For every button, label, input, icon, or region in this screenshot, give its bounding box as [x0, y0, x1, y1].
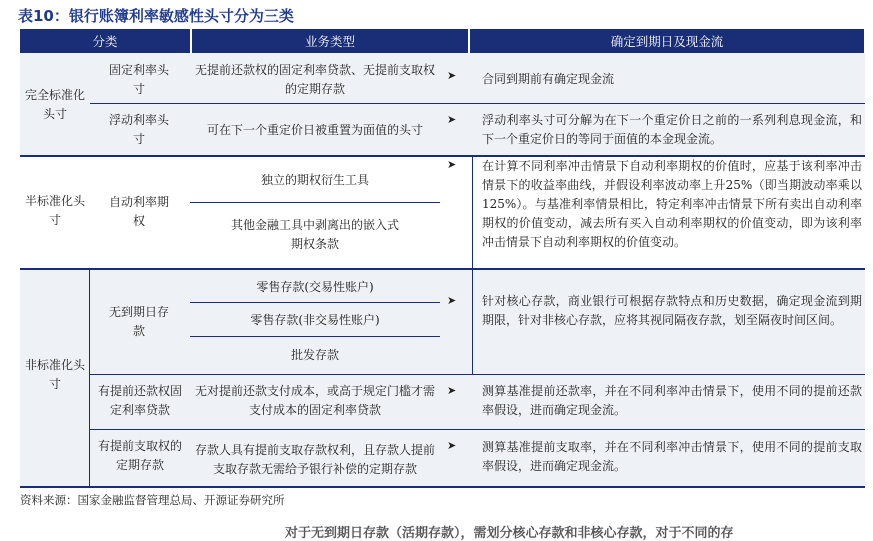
group-semi-standardized: 半标准化头寸 — [24, 194, 85, 227]
cashflow-fixed-rate: 合同到期前有确定现金流 — [482, 72, 615, 86]
rule — [90, 103, 865, 104]
header-business-type: 业务类型 — [192, 29, 468, 53]
cut-off-paragraph: 对于无到期日存款（活期存款），需划分核心存款和非核心存款，对于不同的存 — [285, 526, 734, 541]
business-wholesale: 批发存款 — [290, 347, 339, 362]
rule — [20, 268, 865, 270]
group-standardized: 完全标准化头寸 — [24, 88, 85, 121]
table-title: 表10：银行账簿利率敏感性头寸分为三类 — [18, 7, 294, 25]
rule — [190, 202, 440, 203]
business-floating-rate: 可在下一个重定价日被重置为面值的头寸 — [206, 122, 423, 137]
sub-early-withdraw: 有提前支取权的定期存款 — [97, 439, 182, 472]
arrow-icon: ➤ — [447, 439, 457, 452]
source-note: 资料来源：国家金融监督管理总局、开源证券研究所 — [20, 493, 285, 507]
business-standalone-option: 独立的期权衍生工具 — [260, 172, 369, 187]
business-fixed-rate: 无提前还款权的固定利率贷款、无提前支取权的定期存款 — [194, 63, 435, 96]
business-retail-transactional: 零售存款(交易性账户) — [256, 279, 374, 294]
cashflow-auto-option: 在计算不同利率冲击情景下自动利率期权的价值时，应基于该利率冲击情景下的收益率曲线，并假设利率波动率上升25%（即当期波动率乘以125%）。与基准利率情景相比，特定利率冲击情景下所有卖出自动利率期权的价值变动，减去所有买入自动利率期权的价值变动，即为该利率冲击情景下自动利率期权的价值变动。 — [482, 159, 862, 249]
business-early-withdraw: 存款人具有提前支取存款权利，且存款人提前支取存款无需给予银行补偿的定期存款 — [194, 442, 435, 476]
divider — [472, 156, 473, 268]
cashflow-prepay-loan: 测算基准提前还款率，并在不同利率冲击情景下，使用不同的提前还款率假设，进而确定现金流。 — [482, 384, 862, 417]
group-nonstandard: 非标准化头寸 — [24, 358, 85, 391]
rule — [90, 374, 865, 375]
divider — [472, 269, 473, 374]
arrow-icon: ➤ — [447, 158, 457, 171]
header-category: 分类 — [20, 29, 190, 53]
business-prepay-loan: 无对提前还款支付成本，或高于规定门槛才需支付成本的固定利率贷款 — [194, 384, 435, 417]
cashflow-no-maturity: 针对核心存款，商业银行可根据存款特点和历史数据，确定现金流到期期限，针对非核心存款，应将其视同隔夜存款，划至隔夜时间区间。 — [482, 294, 862, 327]
sub-no-maturity: 无到期日存款 — [108, 305, 169, 338]
business-retail-nontransactional: 零售存款(非交易性账户) — [250, 312, 380, 327]
cashflow-early-withdraw: 测算基准提前支取率，并在不同利率冲击情景下，使用不同的提前支取率假设，进而确定现金流。 — [482, 440, 862, 473]
sub-auto-option: 自动利率期权 — [108, 195, 169, 228]
arrow-icon: ➤ — [447, 113, 457, 126]
rule — [190, 302, 440, 303]
arrow-icon: ➤ — [447, 69, 457, 82]
business-embedded-option: 其他金融工具中剥离出的嵌入式期权条款 — [230, 218, 399, 251]
rule — [20, 486, 865, 488]
cashflow-floating-rate: 浮动利率头寸可分解为在下一个重定价日之前的一系列利息现金流，和下一个重定价日的等同于面值的本金现金流。 — [482, 113, 862, 146]
sub-prepay-loan: 有提前还款权固定利率贷款 — [97, 384, 182, 417]
arrow-icon: ➤ — [447, 294, 457, 307]
header-cashflow: 确定到期日及现金流 — [470, 29, 864, 53]
rule — [190, 336, 440, 337]
sub-fixed-rate: 固定利率头寸 — [108, 63, 169, 96]
sub-floating-rate: 浮动利率头寸 — [108, 113, 169, 146]
rule — [90, 429, 865, 430]
arrow-icon: ➤ — [447, 384, 457, 397]
